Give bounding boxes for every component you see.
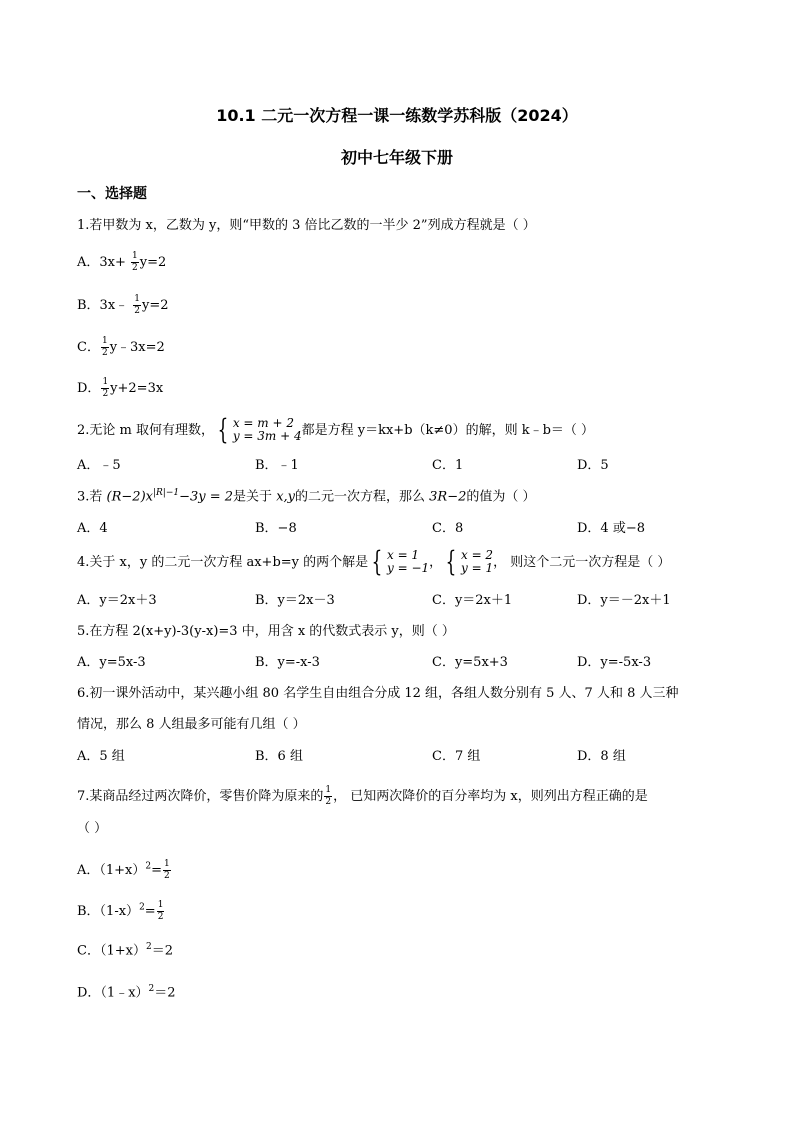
question-5-option-c: C．y=5x+3 xyxy=(432,655,508,670)
equation-system: { x = 1 y = −1 xyxy=(371,545,430,578)
question-5-stem: 5.在方程 2(x+y)-3(y-x)=3 中，用含 x 的代数式表示 y，则（ ） xyxy=(77,624,455,639)
fraction: $\frac{1}{2}$ xyxy=(325,785,332,807)
question-7-option-c: C．$(1+x)^2=2$ xyxy=(77,942,173,959)
question-7-stem-line-1: 7.某商品经过两次降价，零售价降为原来的 $\frac{1}{2}$ ， 已知两次降价的百分率均为 x，则列出方程正确的是 xyxy=(77,785,648,807)
question-7-option-a: A．$(1+x)^2=$ $\frac{1}{2}$ xyxy=(77,859,170,881)
question-2-option-b: B．﹣1 xyxy=(255,458,299,473)
question-2-option-c: C．1 xyxy=(432,458,464,473)
document-subtitle: 初中七年级下册 xyxy=(340,148,453,167)
question-3-option-a: A．4 xyxy=(77,521,108,536)
question-6-stem-line-1: 6.初一课外活动中，某兴趣小组 80 名学生自由组合分成 12 组，各组人数分别有 5 人、7 人和 8 人三种 xyxy=(77,686,679,701)
question-6-option-c: C．7 组 xyxy=(432,749,481,764)
question-6-stem-line-2: 情况，那么 8 人组最多可能有几组（ ） xyxy=(77,717,306,732)
question-7-option-d: D．（1﹣x）$^2$＝2 xyxy=(77,984,176,1001)
fraction: $\frac{1}{2}$ xyxy=(164,859,170,881)
question-4-option-c: C．y＝2x＋1 xyxy=(432,593,513,608)
question-3-option-b: B．−8 xyxy=(255,521,297,536)
question-3-option-d: D．4 或−8 xyxy=(577,521,645,536)
question-5-option-b: B．y=-x-3 xyxy=(255,655,320,670)
question-3-stem: 3.若 $(R-2)x^{|R|-1}-3y = 2$是关于 x,y的二元一次方程，那么 3R−2的值为（ ） xyxy=(77,488,536,505)
question-7-option-b: B．$(1-x)^2=$ $\frac{1}{2}$ xyxy=(77,900,164,922)
question-5-option-d: D．y=-5x-3 xyxy=(577,655,652,670)
question-4-option-b: B．y＝2x－3 xyxy=(255,593,335,608)
question-1-stem: 1.若甲数为 x，乙数为 y，则“甲数的 3 倍比乙数的一半少 2”列成方程就是（ ） xyxy=(77,218,536,233)
question-2-option-d: D．5 xyxy=(577,458,609,473)
equation-system: { x = 2 y = 1 xyxy=(445,545,494,578)
question-4-option-d: D．y＝－2x＋1 xyxy=(577,593,671,608)
question-2-option-a: A．﹣5 xyxy=(77,458,121,473)
fraction: $\frac{1}{2}$ xyxy=(101,336,108,358)
fraction: $\frac{1}{2}$ xyxy=(134,294,141,316)
question-6-option-b: B．6 组 xyxy=(255,749,303,764)
question-1-option-c: C． $\frac{1}{2}$ y﹣3x=2 xyxy=(77,336,165,358)
question-6-option-d: D．8 组 xyxy=(577,749,626,764)
question-4-stem: 4.关于 x，y 的二元一次方程 ax+b=y 的两个解是 { x = 1 y = −1 ， { x = 2 y = 1 ， 则这个二元一次方程是（ ） xyxy=(77,545,671,578)
question-3-option-c: C．8 xyxy=(432,521,464,536)
question-5-option-a: A．y=5x-3 xyxy=(77,655,146,670)
fraction: $\frac{1}{2}$ xyxy=(102,377,109,399)
question-1-option-b: B．3x﹣ $\frac{1}{2}$ y=2 xyxy=(77,294,169,316)
question-1-option-d: D． $\frac{1}{2}$ y+2=3x xyxy=(77,377,164,399)
equation-system: { x = m + 2 y = 3m + 4 xyxy=(217,413,302,446)
document-title: 10.1 二元一次方程一课一练数学苏科版（2024） xyxy=(216,106,578,125)
question-4-option-a: A．y＝2x＋3 xyxy=(77,593,157,608)
question-2-stem: 2.无论 m 取何有理数， { x = m + 2 y = 3m + 4 都是方程 y＝kx+b（k≠0）的解，则 k﹣b＝（ ） xyxy=(77,413,595,446)
question-1-option-a: A．3x+ $\frac{1}{2}$ y=2 xyxy=(77,251,167,273)
fraction: $\frac{1}{2}$ xyxy=(157,900,164,922)
section-heading: 一、选择题 xyxy=(77,186,147,202)
question-7-stem-line-2: （ ） xyxy=(77,821,108,836)
question-6-option-a: A．5 组 xyxy=(77,749,125,764)
fraction: $\frac{1}{2}$ xyxy=(132,251,138,273)
